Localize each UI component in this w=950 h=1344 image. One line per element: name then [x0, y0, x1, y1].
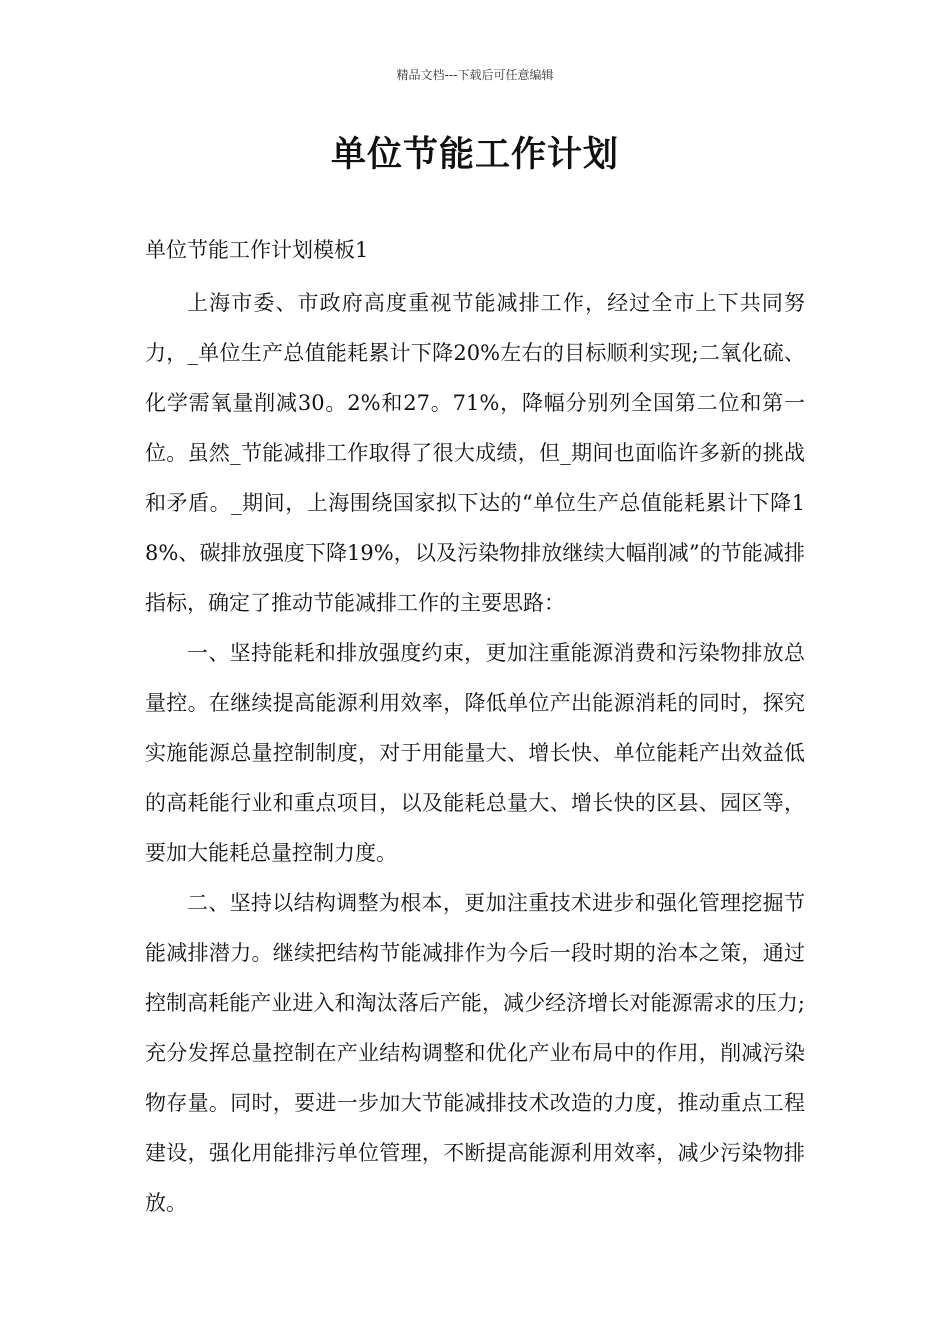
paragraph-intro: 上海市委、市政府高度重视节能减排工作，经过全市上下共同努力，_单位生产总值能耗累计下降20%左右的目标顺利实现;二氧化硫、化学需氧量削减30。2%和27。71%，降幅分别列全国第二位和第一位。虽然_节能减排工作取得了很大成绩，但_期间也面临许多新的挑战和矛盾。_期间，上海围绕国家拟下达的“单位生产总值能耗累计下降18%、碳排放强度下降19%，以及污染物排放继续大幅削减”的节能减排指标，确定了推动节能减排工作的主要思路： [145, 291, 805, 615]
page-header-note: 精品文档---下载后可任意编辑 [396, 68, 554, 82]
paragraph-point-one: 一、坚持能耗和排放强度约束，更加注重能源消费和污染物排放总量控。在继续提高能源利用效率，降低单位产出能源消耗的同时，探究实施能源总量控制制度，对于用能量大、增长快、单位能耗产出效益低的高耗能行业和重点项目，以及能耗总量大、增长快的区县、园区等，要加大能耗总量控制力度。 [145, 641, 805, 865]
document-title: 单位节能工作计划 [330, 135, 619, 175]
document-subtitle: 单位节能工作计划模板1 [145, 238, 369, 262]
paragraph-point-two: 二、坚持以结构调整为根本，更加注重技术进步和强化管理挖掘节能减排潜力。继续把结构节能减排作为今后一段时期的治本之策，通过控制高耗能产业进入和淘汰落后产能，减少经济增长对能源需求的压力;充分发挥总量控制在产业结构调整和优化产业布局中的作用，削减污染物存量。同时，要进一步加大节能减排技术改造的力度，推动重点工程建设，强化用能排污单位管理，不断提高能源利用效率，减少污染物排放。 [145, 891, 805, 1215]
document-body [145, 232, 805, 1228]
